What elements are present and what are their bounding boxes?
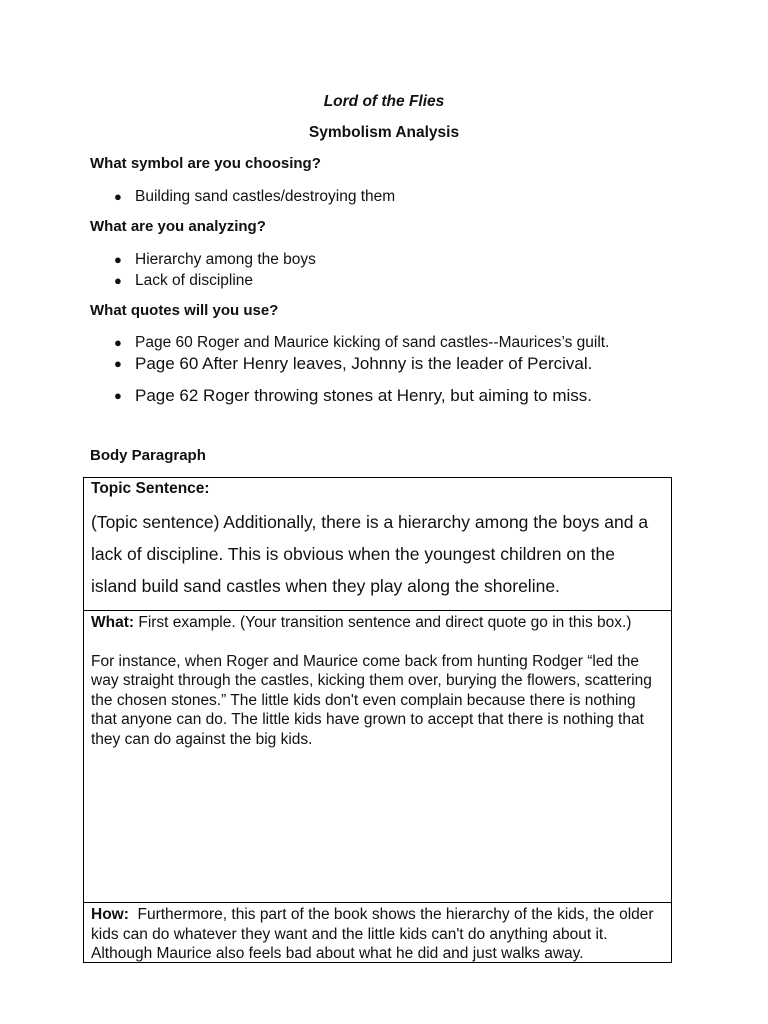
bullet-icon: ● <box>114 273 122 288</box>
topic-sentence-text: (Topic sentence) Additionally, there is a hierarchy among the boys and a lack of discipline. This is obvious when the youngest children on the island build sand castles when they play along the shoreline. <box>91 512 649 596</box>
bullet-icon: ● <box>114 356 122 371</box>
what-label: What: <box>91 614 135 631</box>
question-heading-quotes: What quotes will you use? <box>90 302 279 319</box>
how-paragraph <box>91 905 664 964</box>
list-item <box>90 186 395 207</box>
bullet-icon: ● <box>114 388 122 403</box>
question-heading-analyzing: What are you analyzing? <box>90 218 266 235</box>
what-instruction <box>91 613 664 633</box>
list-item <box>90 353 592 374</box>
question-heading-symbol: What symbol are you choosing? <box>90 155 321 172</box>
answer-list-analyzing <box>90 249 316 291</box>
bullet-icon: ● <box>114 189 122 204</box>
body-paragraph-heading: Body Paragraph <box>90 447 206 464</box>
bullet-icon: ● <box>114 335 122 350</box>
body-paragraph-table <box>83 477 672 963</box>
how-cell <box>84 903 671 962</box>
list-item <box>90 249 316 270</box>
document-title: Lord of the Flies <box>323 93 445 110</box>
answer-list-symbol <box>90 186 395 207</box>
answer-text: Page 60 Roger and Maurice kicking of sand castles--Maurices’s guilt. <box>135 334 610 351</box>
how-label: How: <box>91 906 129 923</box>
what-text: For instance, when Roger and Maurice come back from hunting Rodger “led the way straight through the castles, kicking them over, burying the flowers, scattering the chosen stones.” The little kids don't even complain because there is nothing that anyone can do. The little kids have grown to accept that there is nothing that they can do against the big kids. <box>91 652 652 748</box>
answer-list-quotes-continued <box>90 353 592 406</box>
answer-text: Lack of discipline <box>135 272 254 289</box>
list-item <box>90 332 609 353</box>
bullet-icon: ● <box>114 252 122 267</box>
answer-text: Page 60 After Henry leaves, Johnny is the leader of Percival. <box>135 354 593 373</box>
what-cell <box>84 611 671 903</box>
list-item <box>90 385 592 406</box>
answer-text: Hierarchy among the boys <box>135 251 316 268</box>
answer-text: Page 62 Roger throwing stones at Henry, but aiming to miss. <box>135 386 593 405</box>
what-instruction-text: First example. (Your transition sentence and direct quote go in this box.) <box>134 614 632 631</box>
how-text: Furthermore, this part of the book shows the hierarchy of the kids, the older kids can do whatever they want and the little kids can't do anything about it. Although Maurice also feels bad about what he did and just walks away. <box>91 906 658 962</box>
topic-sentence-label: Topic Sentence: <box>91 480 210 497</box>
answer-text: Building sand castles/destroying them <box>135 188 396 205</box>
document-subtitle: Symbolism Analysis <box>308 124 460 141</box>
topic-sentence-cell <box>84 478 671 611</box>
answer-list-quotes <box>90 332 609 353</box>
list-item <box>90 270 316 291</box>
